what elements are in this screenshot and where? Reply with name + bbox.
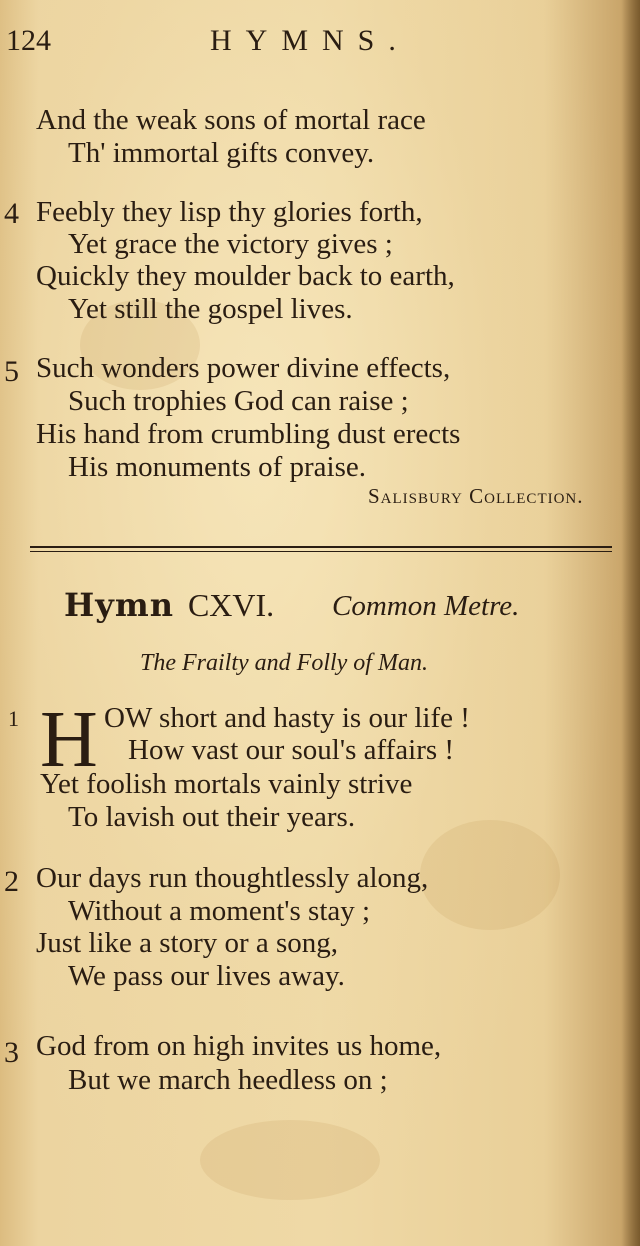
page-edge-shadow [622, 0, 640, 1246]
running-head: HYMNS. [210, 24, 410, 57]
paper-stain [200, 1120, 380, 1200]
drop-cap: H [40, 696, 98, 784]
verse-line: His hand from crumbling dust erects [36, 418, 461, 450]
paper-stain [420, 820, 560, 930]
section-divider [30, 546, 612, 548]
verse-line: How vast our soul's affairs ! [128, 734, 455, 766]
verse-line: His monuments of praise. [68, 451, 367, 483]
verse-line: We pass our lives away. [68, 960, 345, 992]
hymn-subtitle: The Frailty and Folly of Man. [140, 650, 428, 676]
stanza-number: 4 [4, 197, 19, 230]
hymn-number: CXVI. [187, 587, 275, 623]
page-header [0, 18, 640, 58]
verse-line: Without a moment's stay ; [68, 895, 371, 927]
verse-line: Yet still the gospel lives. [68, 293, 353, 325]
verse-line: Feebly they lisp thy glories forth, [36, 196, 423, 228]
hymn-attribution: Salisbury Collection. [368, 484, 584, 508]
verse-line: Our days run thoughtlessly along, [36, 862, 429, 894]
verse-line: But we march heedless on ; [68, 1064, 388, 1096]
hymn-heading [64, 586, 274, 624]
verse-line: Such trophies God can raise ; [68, 385, 409, 417]
verse-line: To lavish out their years. [68, 801, 356, 833]
verse-line: Quickly they moulder back to earth, [36, 260, 455, 292]
verse-line: OW short and hasty is our life ! [104, 702, 470, 734]
verse-line: Just like a story or a song, [36, 927, 339, 959]
verse-line: And the weak sons of mortal race [36, 104, 426, 136]
verse-line: Yet grace the victory gives ; [68, 228, 393, 260]
page-number: 124 [6, 24, 51, 57]
verse-line: Th' immortal gifts convey. [68, 137, 375, 169]
stanza-number: 1 [8, 706, 19, 731]
verse-line: God from on high invites us home, [36, 1030, 442, 1062]
section-divider-thin [30, 551, 612, 552]
hymn-word: Hymn [64, 586, 174, 624]
hymn-metre: Common Metre. [332, 590, 520, 622]
verse-line: Yet foolish mortals vainly strive [40, 768, 413, 800]
verse-line: Such wonders power divine effects, [36, 352, 451, 384]
stanza-number: 2 [4, 865, 19, 898]
stanza-number: 3 [4, 1036, 19, 1069]
stanza-number: 5 [4, 355, 19, 388]
